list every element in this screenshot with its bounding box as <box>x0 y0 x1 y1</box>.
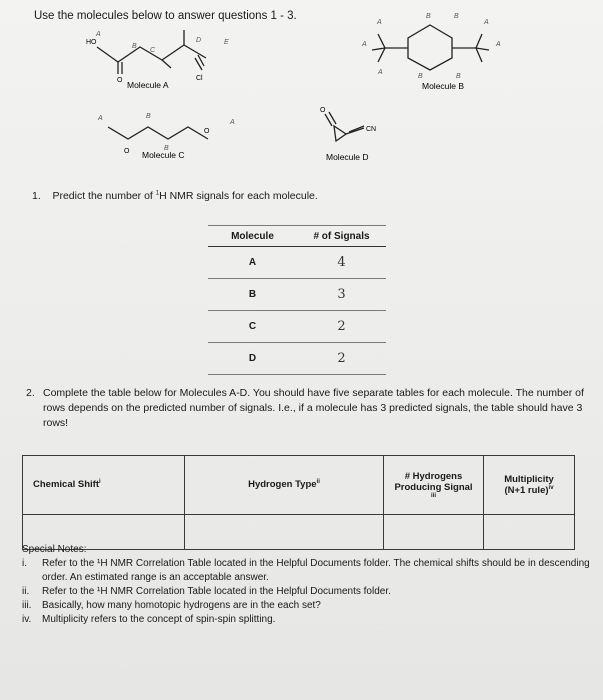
svg-text:A: A <box>98 115 103 122</box>
atom-label: O <box>320 107 326 114</box>
atom-label: Cl <box>196 75 203 82</box>
question-2: 2. Complete the table below for Molecules A-D. You should have five separate tables for each molecule. The number of rows depends on the predicted number of signals. I.e., if a molecule has 3 predicted signals, the table should have 3 rows! <box>26 386 586 431</box>
table-row: D 2 <box>208 343 386 375</box>
svg-text:A: A <box>496 41 501 48</box>
special-notes <box>22 543 592 627</box>
svg-text:E: E <box>224 39 229 46</box>
col-header-hydrogen-type: Hydrogen Type$^{ii}$ <box>185 456 384 515</box>
signal-count[interactable]: 3 <box>297 279 386 311</box>
note-item: ii. Refer to the ¹H NMR Correlation Table located in the Helpful Documents folder. <box>22 586 391 597</box>
table-row: A 4 <box>208 247 386 279</box>
atom-label: O <box>204 128 210 135</box>
instruction-header: Use the molecules below to answer questions 1 - 3. <box>34 10 297 22</box>
signal-count[interactable]: 2 <box>297 311 386 343</box>
molecule-a-label: Molecule A <box>127 80 169 90</box>
question-2-text: Complete the table below for Molecules A-D. You should have five separate tables for each molecule. The number of rows depends on the predicted number of signals. I.e., if a molecule has 3 predicted signals, the table should have 3 rows! <box>43 387 584 429</box>
question-1: 1. Predict the number of $^1$H NMR signals for each molecule. <box>32 190 318 202</box>
atom-label: O <box>124 148 130 155</box>
note-item: i. Refer to the ¹H NMR Correlation Table located in the Helpful Documents folder. The chemical shifts should be in descending order. An estimated range is an acceptable answer. <box>22 558 590 583</box>
atom-label: HO <box>86 39 97 46</box>
atom-label: CN <box>366 126 377 133</box>
molecule-b-label: Molecule B <box>422 81 465 91</box>
molecule-d-skeleton <box>325 112 364 141</box>
table-row: C 2 <box>208 311 386 343</box>
note-item: iv. Multiplicity refers to the concept of spin-spin splitting. <box>22 614 276 625</box>
svg-text:B: B <box>454 13 459 20</box>
molecule-structures <box>0 0 603 185</box>
col-header-molecule: Molecule <box>208 226 297 247</box>
note-item: iii. Basically, how many homotopic hydrogens are in the each set? <box>22 600 321 611</box>
molecule-c-label: Molecule C <box>142 150 185 160</box>
nmr-details-table <box>22 455 575 550</box>
svg-text:B: B <box>146 113 151 120</box>
svg-text:C: C <box>150 47 156 54</box>
col-header-hydrogens: # Hydrogens Producing Signal iii <box>384 456 484 515</box>
molecule-c-skeleton <box>108 127 208 139</box>
col-header-chemical-shift: Chemical Shift$^i$ <box>23 456 185 515</box>
svg-text:B: B <box>164 145 169 152</box>
svg-text:A: A <box>362 41 367 48</box>
svg-text:A: A <box>96 31 101 38</box>
svg-text:A: A <box>484 19 489 26</box>
svg-text:B: B <box>456 73 461 80</box>
svg-text:B: B <box>132 43 137 50</box>
svg-text:A: A <box>230 119 235 126</box>
signal-count[interactable]: 4 <box>297 247 386 279</box>
notes-title: Special Notes: <box>22 544 87 555</box>
signal-count[interactable]: 2 <box>297 343 386 375</box>
molecule-b-skeleton <box>372 25 489 70</box>
question-1-number: 1. <box>32 190 41 202</box>
svg-text:B: B <box>426 13 431 20</box>
table-row: B 3 <box>208 279 386 311</box>
svg-text:A: A <box>377 19 382 26</box>
svg-text:B: B <box>418 73 423 80</box>
svg-text:A: A <box>378 69 383 76</box>
svg-text:D: D <box>196 37 202 44</box>
col-header-multiplicity: Multiplicity (N+1 rule)$^{iv}$ <box>484 456 575 515</box>
signals-table <box>208 225 386 375</box>
molecule-d-label: Molecule D <box>326 152 369 162</box>
col-header-signals: # of Signals <box>297 226 386 247</box>
atom-label: O <box>117 77 123 84</box>
